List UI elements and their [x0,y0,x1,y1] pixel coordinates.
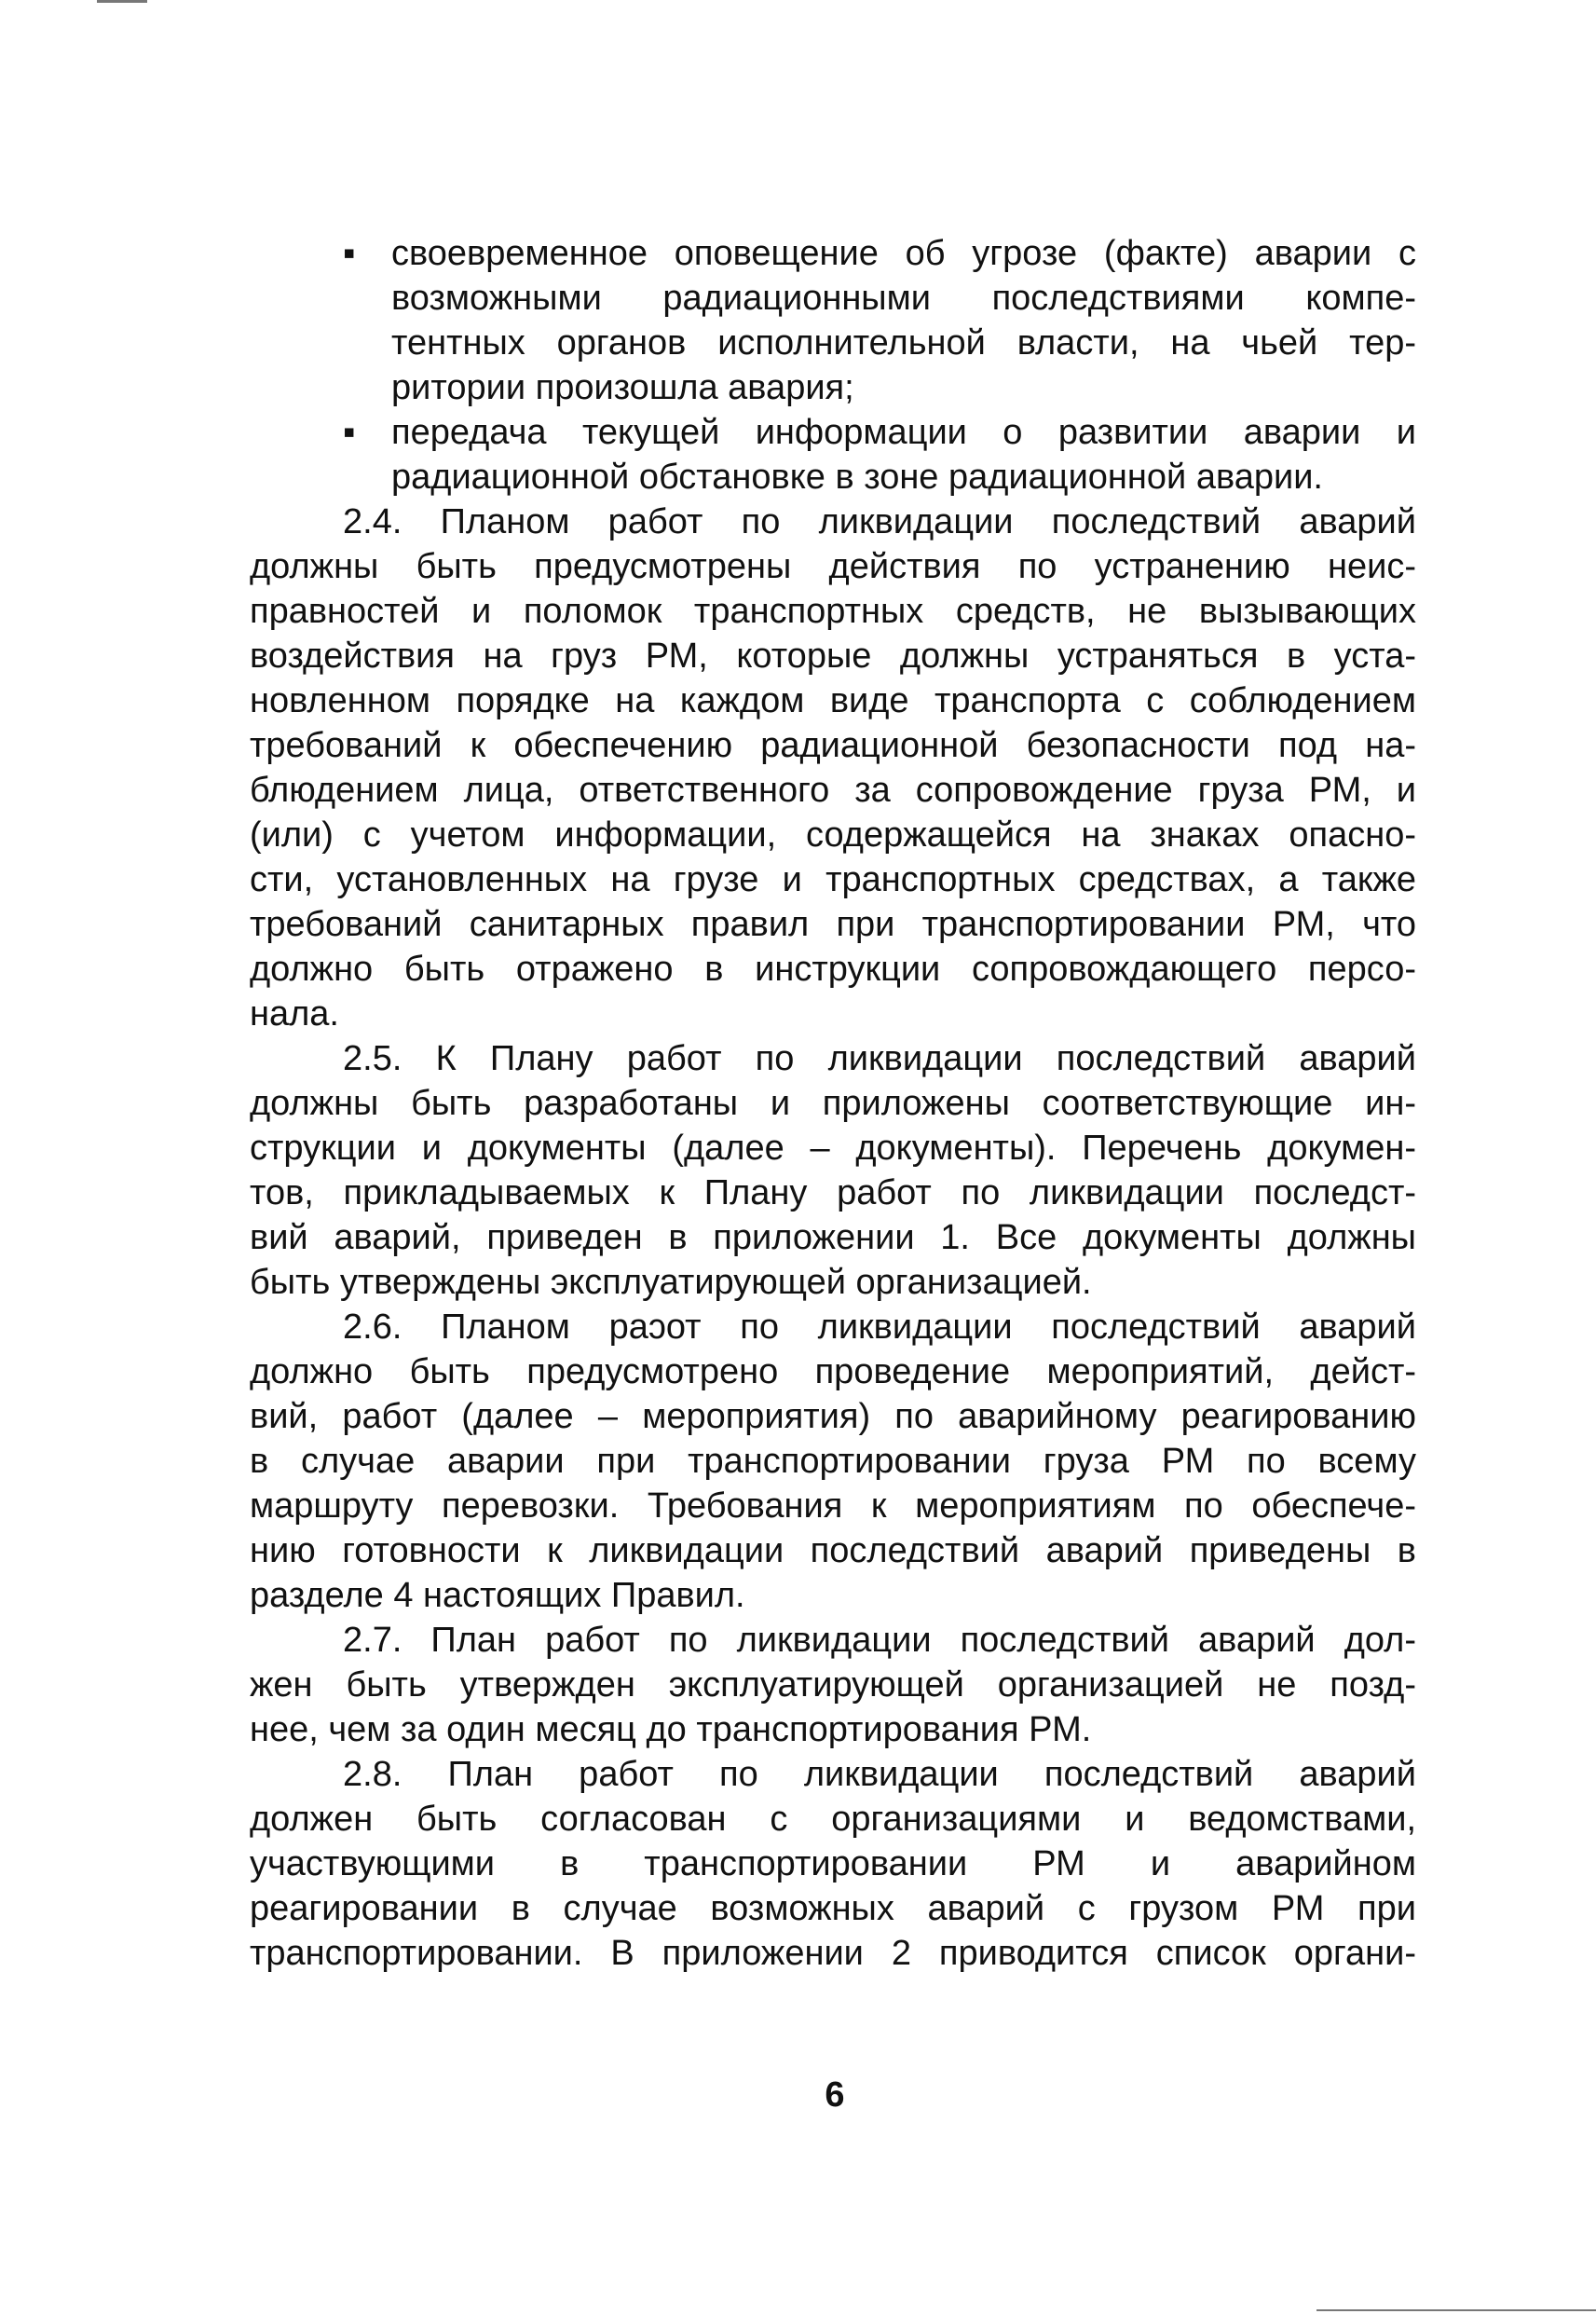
bullet-item-notification [250,231,1416,410]
paragraph-line: должен быть согласован с организациями и ведомствами, [250,1800,1416,1839]
paragraph-line: реагировании в случае возможных аварий с грузом РМ при [250,1889,1416,1928]
paragraph-line: 2.5. К Плану работ по ликвидации последствий аварий [343,1039,1416,1078]
page-text [250,231,1416,1976]
paragraph-line: 2.8. План работ по ликвидации последствий аварий [343,1755,1416,1794]
bullet-line: ритории произошла авария; [391,368,854,407]
paragraph-line: нее, чем за один месяц до транспортирования РМ. [250,1710,1092,1749]
bottom-edge-rule [1316,2309,1596,2311]
paragraph-line: сти, установленных на грузе и транспортных средствах, а также [250,860,1416,899]
paragraph-line: жен быть утвержден эксплуатирующей организацией не позд- [250,1665,1416,1705]
paragraph-line: нала. [250,994,339,1034]
paragraph-line: вий, работ (далее – мероприятия) по аварийному реагированию [250,1397,1416,1436]
paragraph-2-7 [250,1618,1416,1752]
bullet-line [250,410,1416,455]
paragraph-line: тов, прикладываемых к Плану работ по ликвидации последст- [250,1173,1416,1212]
bullet-marker: ▪ [343,234,356,273]
paragraph-line: воздействия на груз РМ, которые должны устраняться в уста- [250,637,1416,676]
paragraph-line: 2.6. Планом раͻот по ликвидации последствий аварий [343,1308,1416,1347]
paragraph-line: участвующими в транспортировании РМ и аварийном [250,1844,1416,1883]
bullet-line: возможными радиационными последствиями компе- [391,279,1416,318]
paragraph-line: 2.7. План работ по ликвидации последствий аварий дол- [343,1621,1416,1660]
paragraph-line: в случае аварии при транспортировании груза РМ по всему [250,1442,1416,1481]
paragraph-line: требований санитарных правил при транспортировании РМ, что [250,905,1416,944]
bullet-line-text: передача текущей информации о развитии аварии и [391,413,1416,452]
paragraph-line: блюдением лица, ответственного за сопровождение груза РМ, и [250,771,1416,810]
paragraph-2-6 [250,1305,1416,1618]
paragraph-line: должно быть предусмотрено проведение мероприятий, дейст- [250,1352,1416,1391]
paragraph-2-5 [250,1036,1416,1305]
bullet-line-text: своевременное оповещение об угрозе (факте) аварии с [391,234,1416,273]
paragraph-line: транспортировании. В приложении 2 приводится список органи- [250,1934,1416,1973]
paragraph-line: 2.4. Планом работ по ликвидации последствий аварий [343,502,1416,541]
bullet-line: тентных органов исполнительной власти, на чьей тер- [391,323,1416,363]
bullet-line [250,231,1416,276]
paragraph-line: вий аварий, приведен в приложении 1. Все документы должны [250,1218,1416,1257]
paragraph-line: требований к обеспечению радиационной безопасности под на- [250,726,1416,765]
paragraph-line: новленном порядке на каждом виде транспорта с соблюдением [250,681,1416,720]
paragraph-line: (или) с учетом информации, содержащейся на знаках опасно- [250,815,1416,855]
paragraph-line: маршруту перевозки. Требования к мероприятиям по обеспече- [250,1486,1416,1526]
paragraph-line: струкции и документы (далее – документы). Перечень докумен- [250,1129,1416,1168]
paragraph-2-4 [250,500,1416,1036]
paragraph-2-8 [250,1752,1416,1976]
bullet-item-information-transfer [250,410,1416,500]
paragraph-line: должно быть отражено в инструкции сопровождающего персо- [250,950,1416,989]
paragraph-line: нию готовности к ликвидации последствий аварий приведены в [250,1531,1416,1570]
top-edge-rule [97,0,147,3]
paragraph-line: должны быть предусмотрены действия по устранению неис- [250,547,1416,586]
page-number: 6 [825,2075,845,2115]
bullet-marker: ▪ [343,413,356,452]
paragraph-line: быть утверждены эксплуатирующей организацией. [250,1263,1092,1302]
paragraph-line: разделе 4 настоящих Правил. [250,1576,745,1615]
bullet-line: радиационной обстановке в зоне радиационной аварии. [391,458,1323,497]
paragraph-line: должны быть разработаны и приложены соответствующие ин- [250,1084,1416,1123]
paragraph-line: правностей и поломок транспортных средств, не вызывающих [250,592,1416,631]
